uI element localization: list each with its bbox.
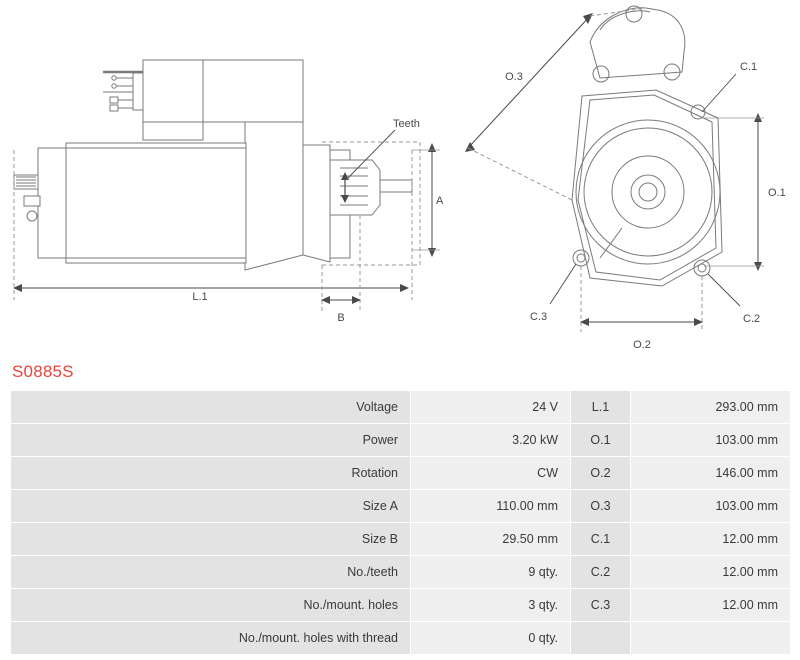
spec-label: Power <box>11 424 411 457</box>
label-size-b: B <box>337 312 345 324</box>
dim-value: 103.00 mm <box>631 424 791 457</box>
table-row <box>11 457 791 490</box>
spec-value: 3.20 kW <box>411 424 571 457</box>
dim-code: C.2 <box>571 556 631 589</box>
dim-value: 12.00 mm <box>631 589 791 622</box>
dim-code: C.1 <box>571 523 631 556</box>
starter-front-view-drawing <box>450 0 800 358</box>
label-c2: C.2 <box>743 313 761 325</box>
label-o3: O.3 <box>505 71 523 83</box>
label-c3: C.3 <box>530 311 548 323</box>
spec-value: 3 qty. <box>411 589 571 622</box>
spec-label: Rotation <box>11 457 411 490</box>
dim-value-empty <box>631 622 791 655</box>
dim-value: 293.00 mm <box>631 391 791 424</box>
dim-value: 12.00 mm <box>631 523 791 556</box>
spec-value: 29.50 mm <box>411 523 571 556</box>
label-size-a: A <box>436 195 444 207</box>
spec-value: 0 qty. <box>411 622 571 655</box>
table-row <box>11 391 791 424</box>
dim-code: O.3 <box>571 490 631 523</box>
label-o1: O.1 <box>768 187 786 199</box>
dim-code: C.3 <box>571 589 631 622</box>
spec-label: No./teeth <box>11 556 411 589</box>
dim-code-empty <box>571 622 631 655</box>
spec-label: Size B <box>11 523 411 556</box>
starter-side-view-drawing <box>0 0 450 358</box>
dim-code: O.1 <box>571 424 631 457</box>
spec-value: CW <box>411 457 571 490</box>
label-length-l1: L.1 <box>192 291 208 303</box>
spec-value: 24 V <box>411 391 571 424</box>
label-teeth: Teeth <box>393 118 420 130</box>
label-c1: C.1 <box>740 61 758 73</box>
dim-value: 12.00 mm <box>631 556 791 589</box>
spec-label: No./mount. holes <box>11 589 411 622</box>
spec-value: 9 qty. <box>411 556 571 589</box>
spec-label: Size A <box>11 490 411 523</box>
spec-table-body <box>11 391 791 655</box>
dim-value: 103.00 mm <box>631 490 791 523</box>
table-row <box>11 589 791 622</box>
dim-code: O.2 <box>571 457 631 490</box>
label-o2: O.2 <box>633 339 651 351</box>
part-title: S0885S <box>12 362 74 381</box>
spec-label: No./mount. holes with thread <box>11 622 411 655</box>
spec-label: Voltage <box>11 391 411 424</box>
specifications-table <box>10 390 791 655</box>
table-row <box>11 424 791 457</box>
table-row <box>11 556 791 589</box>
spec-value: 110.00 mm <box>411 490 571 523</box>
table-row <box>11 490 791 523</box>
dim-code: L.1 <box>571 391 631 424</box>
table-row <box>11 622 791 655</box>
dim-value: 146.00 mm <box>631 457 791 490</box>
table-row <box>11 523 791 556</box>
